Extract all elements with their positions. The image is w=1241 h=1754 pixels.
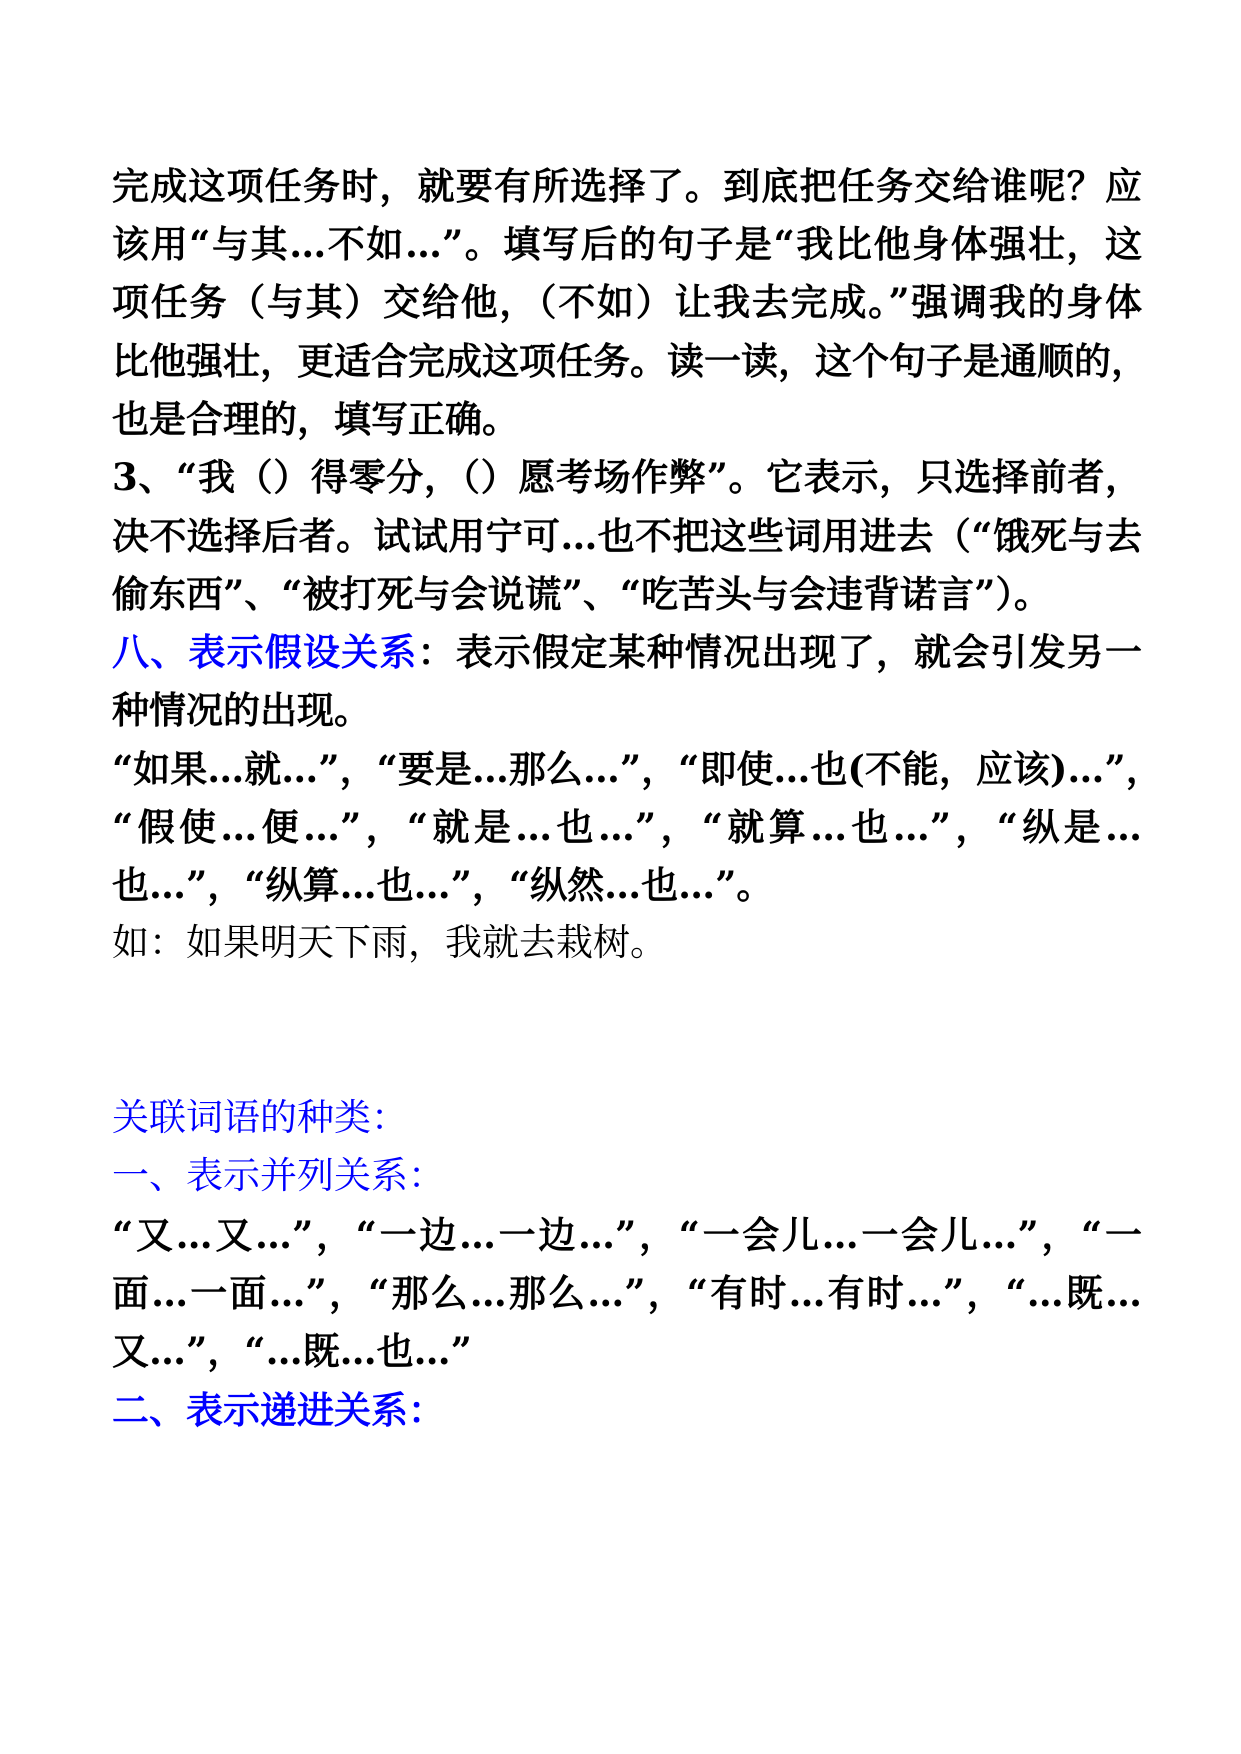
text-line: 也是合理的，填写正确。 (112, 397, 519, 441)
section-heading-label: 八、表示假设关系 (112, 630, 418, 674)
text-line: “假使…便…”，“就是…也…”，“就算…也…”，“纵是… (112, 805, 1142, 849)
text-line: 3、“我（）得零分，（）愿考场作弊”。它表示，只选择前者， (112, 455, 1142, 499)
text-line: 种情况的出现。 (112, 688, 371, 732)
text-line: 比他强壮，更适合完成这项任务。读一读，这个句子是通顺的， (112, 339, 1148, 383)
section-heading-hypothetical (112, 627, 1142, 677)
text-line: 如：如果明天下雨，我就去栽树。 (112, 921, 667, 964)
section-heading-parallel: 一、表示并列关系： (112, 1154, 445, 1197)
section-heading-conjunction-types: 关联词语的种类： (112, 1096, 408, 1139)
text-line: 面…一面…”，“那么…那么…”，“有时…有时…”，“…既… (112, 1271, 1142, 1315)
text-line: 也…”，“纵算…也…”，“纵然…也…”。 (112, 863, 774, 907)
section-heading-progressive: 二、表示递进关系： (112, 1388, 445, 1432)
text-line: 又…”，“…既…也…” (112, 1329, 472, 1373)
text-line: 项任务（与其）交给他，（不如）让我去完成。”强调我的身体 (112, 280, 1142, 324)
text-line: “又…又…”，“一边…一边…”，“一会儿…一会儿…”，“一 (112, 1213, 1142, 1257)
text-line: 决不选择后者。试试用宁可…也不把这些词用进去（“饿死与去 (112, 514, 1142, 558)
text-line: 完成这项任务时，就要有所选择了。到底把任务交给谁呢？应 (112, 164, 1142, 208)
text-line: 该用“与其…不如…”。填写后的句子是“我比他身体强壮，这 (112, 222, 1142, 266)
text-line: ：表示假定某种情况出现了，就会引发另一 (417, 630, 1143, 674)
text-line: “如果…就…”，“要是…那么…”，“即使…也(不能，应该)…”， (112, 747, 1163, 791)
text-line: 偷东西”、“被打死与会说谎”、“吃苦头与会违背诺言”）。 (112, 572, 1051, 616)
